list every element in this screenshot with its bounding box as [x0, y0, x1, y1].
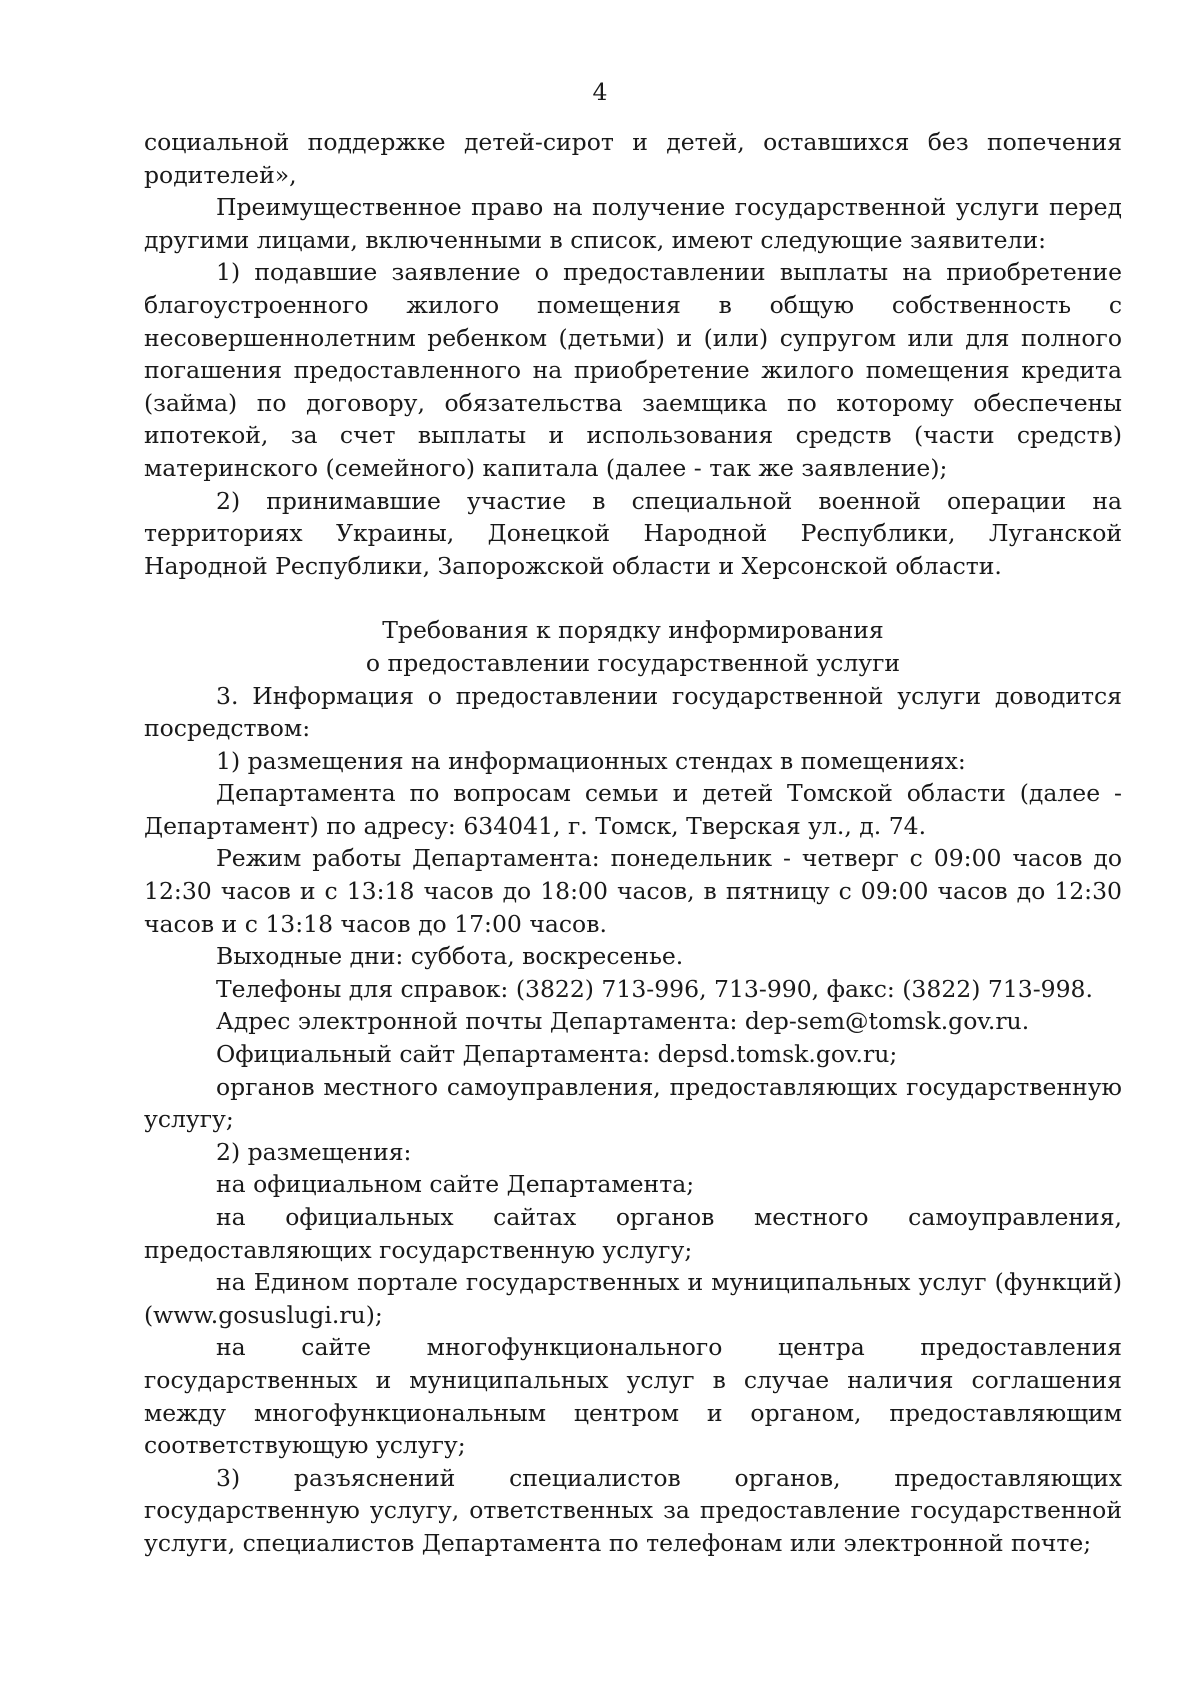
- paragraph: 3. Информация о предоставлении государственной услуги доводится посредством:: [144, 681, 1122, 743]
- paragraph: на официальных сайтах органов местного самоуправления, предоставляющих государственную услугу;: [144, 1203, 1122, 1264]
- paragraph: Адрес электронной почты Департамента: dep-sem@tomsk.gov.ru.: [216, 1007, 1030, 1036]
- paragraph: Выходные дни: суббота, воскресенье.: [216, 942, 684, 971]
- section-heading: [144, 614, 1122, 679]
- paragraph: на сайте многофункционального центра предоставления государственных и муниципальных услуг в случае наличия соглашения между многофункциональным центром и органом, предоставляющим соответствующую услугу;: [144, 1333, 1122, 1460]
- paragraph: 3) разъяснений специалистов органов, предоставляющих государственную услугу, ответственных за предоставление государственной услуги, специалистов Департамента по телефонам или электронной почте;: [144, 1463, 1122, 1557]
- paragraph: Департамента по вопросам семьи и детей Томской области (далее - Департамент) по адресу: 634041, г. Томск, Тверская ул., д. 74.: [144, 779, 1122, 840]
- paragraph: 2) принимавшие участие в специальной военной операции на территориях Украины, Донецкой Народной Республики, Луганской Народной Республики, Запорожской области и Херсонской области.: [144, 486, 1122, 580]
- paragraph: Преимущественное право на получение государственной услуги перед другими лицами, включенными в список, имеют следующие заявители:: [144, 193, 1122, 254]
- page-number: 4: [592, 78, 608, 106]
- paragraphs-before-heading: [144, 126, 1122, 582]
- paragraph: на официальном сайте Департамента;: [216, 1170, 695, 1199]
- paragraphs-after-heading: [144, 680, 1122, 1560]
- paragraph: на Едином портале государственных и муниципальных услуг (функций) (www.gosuslugi.ru);: [144, 1268, 1122, 1329]
- paragraph: Телефоны для справок: (3822) 713-996, 713-990, факс: (3822) 713-998.: [216, 974, 1093, 1003]
- document-body: [144, 126, 1122, 1560]
- section-heading-line-1: Требования к порядку информирования: [382, 616, 884, 645]
- paragraph: 2) размещения:: [216, 1137, 412, 1166]
- section-heading-line-2: о предоставлении государственной услуги: [365, 648, 901, 677]
- paragraph: социальной поддержке детей-сирот и детей, оставшихся без попечения родителей»,: [144, 128, 1122, 189]
- paragraph: Официальный сайт Департамента: depsd.tomsk.gov.ru;: [216, 1040, 898, 1069]
- paragraph: Режим работы Департамента: понедельник - четверг с 09:00 часов до 12:30 часов и с 13:18 часов до 18:00 часов, в пятницу с 09:00 часов до 12:30 часов и с 13:18 часов до 17:00 часов.: [144, 844, 1122, 938]
- paragraph: органов местного самоуправления, предоставляющих государственную услугу;: [144, 1072, 1122, 1134]
- paragraph: 1) размещения на информационных стендах в помещениях:: [216, 746, 966, 775]
- paragraph: 1) подавшие заявление о предоставлении выплаты на приобретение благоустроенного жилого помещения в общую собственность с несовершеннолетним ребенком (детьми) и (или) супругом или для полного погашения предоставленного на приобретение жилого помещения кредита (займа) по договору, обязательства заемщика по которому обеспечены ипотекой, за счет выплаты и использования средств (части средств) материнского (семейного) капитала (далее - так же заявление);: [144, 258, 1122, 482]
